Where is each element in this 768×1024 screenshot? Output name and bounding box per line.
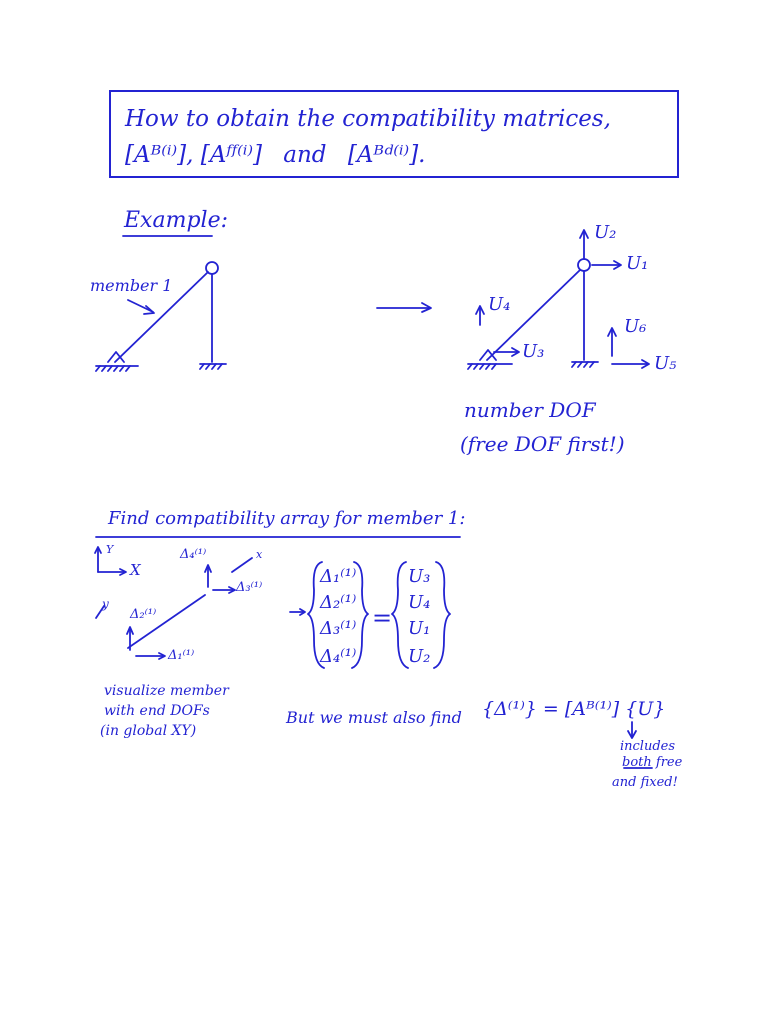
dof-label-u2: U₂: [594, 222, 617, 243]
includes-line-2: both free: [622, 755, 683, 770]
visualize-line-2: with end DOFs: [104, 703, 210, 719]
title-line-1: How to obtain the compatibility matrices,: [125, 106, 611, 132]
includes-line-1: includes: [620, 739, 676, 754]
axis-x-label: X: [130, 561, 141, 579]
compat-heading: Find compatibility array for member 1:: [108, 508, 466, 529]
title-and: and: [283, 142, 327, 168]
includes-line-3: and fixed!: [612, 775, 678, 790]
local-x-arrow: [232, 558, 252, 572]
hinge-circle-left: [206, 262, 218, 274]
dof-label-u1: U₁: [626, 253, 649, 274]
vector-u-3: U₁: [408, 618, 431, 639]
visualize-line-3: (in global XY): [100, 723, 197, 739]
dof-label-u3: U₃: [522, 341, 545, 362]
matrix-b: [Aᶠᶠ⁽ⁱ⁾]: [200, 142, 262, 168]
local-y-label: y: [102, 597, 109, 611]
member-label-arrow: [128, 300, 153, 312]
note-line-1: number DOF: [464, 398, 596, 422]
vector-delta-1: Δ₁⁽¹⁾: [320, 566, 357, 587]
axis-y-label: Y: [106, 543, 114, 556]
brace-u-right: [434, 562, 450, 668]
matrix-c: [Aᴮᵈ⁽ⁱ⁾].: [347, 142, 426, 168]
example-heading: Example:: [124, 208, 228, 233]
but-text: But we must also find: [286, 708, 462, 727]
equation: {Δ⁽¹⁾} = [Aᴮ⁽¹⁾] {U}: [482, 698, 666, 720]
delta1-label: Δ₁⁽¹⁾: [168, 648, 195, 663]
note-line-2: (free DOF first!): [460, 432, 625, 456]
vector-u-1: U₃: [408, 566, 431, 587]
matrix-a: [Aᴮ⁽ⁱ⁾],: [125, 142, 194, 168]
dof-label-u6: U₆: [624, 316, 647, 337]
local-x-label: x: [256, 548, 263, 561]
hinge-circle-right: [578, 259, 590, 271]
vector-u-2: U₄: [408, 592, 431, 613]
vector-u-4: U₂: [408, 646, 431, 667]
brace-u-left: [392, 562, 408, 668]
equals-sign: =: [372, 604, 393, 632]
dof-label-u4: U₄: [488, 294, 511, 315]
delta2-label: Δ₂⁽¹⁾: [130, 607, 157, 622]
visualize-line-1: visualize member: [104, 683, 229, 699]
delta4-label: Δ₄⁽¹⁾: [180, 547, 207, 562]
dof-label-u5: U₅: [654, 353, 677, 374]
vector-delta-3: Δ₃⁽¹⁾: [320, 618, 357, 639]
member-label: member 1: [90, 276, 173, 295]
delta3-label: Δ₃⁽¹⁾: [236, 580, 263, 595]
vector-delta-2: Δ₂⁽¹⁾: [320, 592, 357, 613]
vector-delta-4: Δ₄⁽¹⁾: [320, 646, 357, 667]
